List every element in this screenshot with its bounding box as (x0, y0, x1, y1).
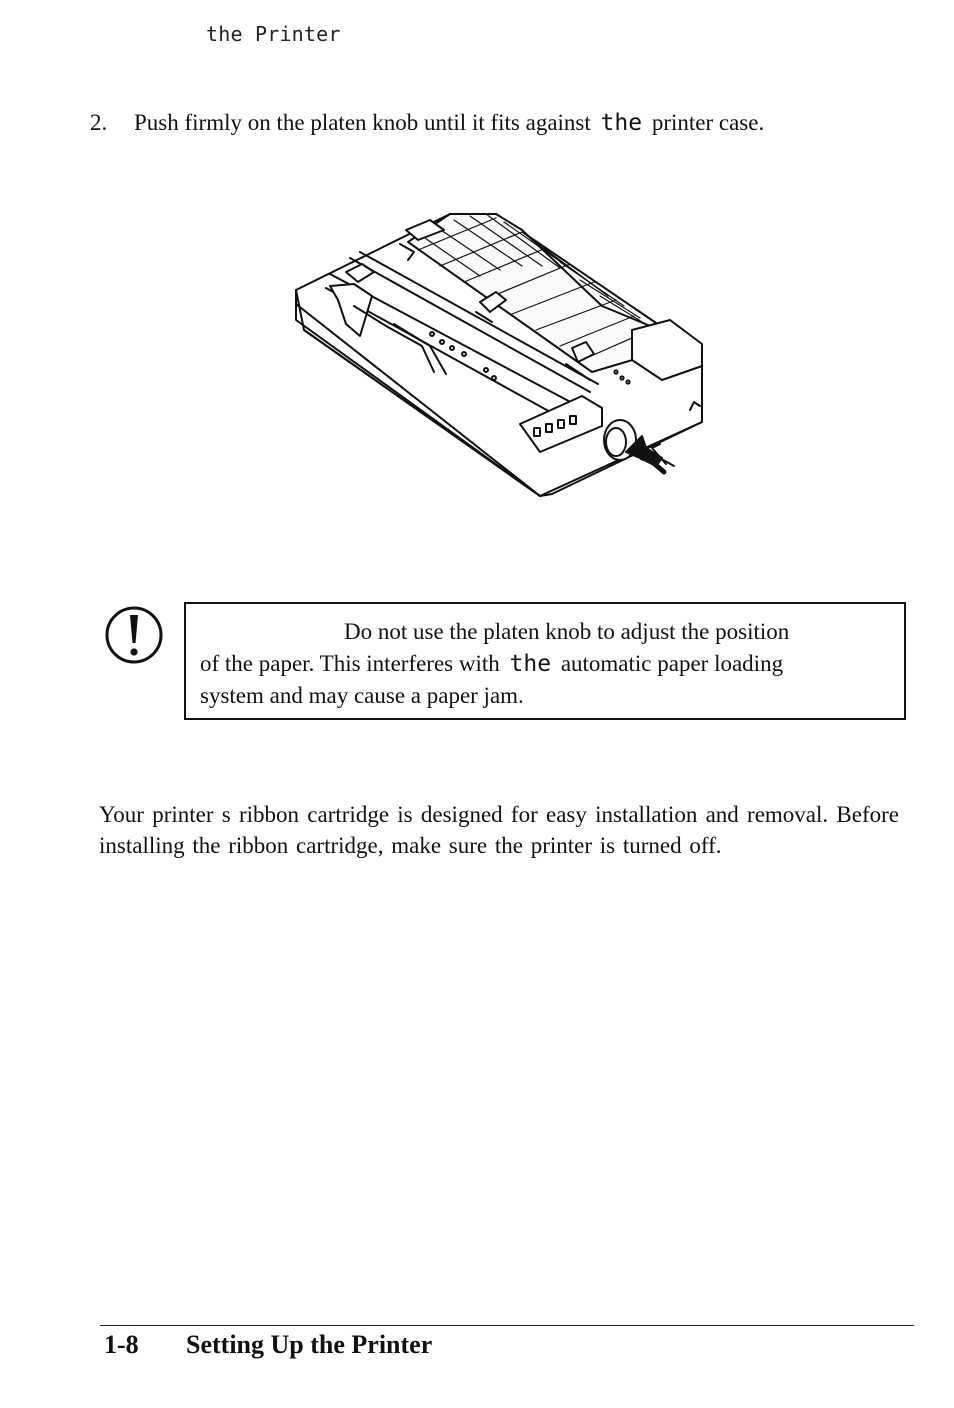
section-title: Setting Up the Printer (186, 1330, 433, 1359)
exclamation-circle-icon (104, 603, 168, 667)
running-head: the Printer (206, 22, 341, 46)
step-text-after: printer case. (651, 110, 765, 135)
caution-line-1: Do not use the platen knob to adjust the position (344, 619, 790, 644)
caution-text (200, 616, 900, 712)
step-text-before: Push firmly on the platen knob until it fits against (134, 110, 591, 135)
printer-illustration (290, 196, 710, 498)
caution-line-2-mono: the (509, 651, 552, 677)
footer-rule (100, 1325, 914, 1326)
caution-line-2-after: automatic paper loading (560, 651, 784, 676)
step-number: 2. (90, 110, 108, 135)
page-number: 1-8 (104, 1330, 139, 1359)
ribbon-paragraph: Your printer s ribbon cartridge is designed for easy installation and removal. Before installing the ribbon cartridge, make sure the printer is turned off. (99, 802, 899, 858)
caution-box (184, 602, 906, 720)
step-text-mono: the (600, 110, 643, 136)
step-2 (90, 110, 764, 136)
page-footer (104, 1330, 432, 1360)
caution-line-3: system and may cause a paper jam. (200, 683, 524, 708)
caution-line-2-before: of the paper. This interferes with (200, 651, 500, 676)
